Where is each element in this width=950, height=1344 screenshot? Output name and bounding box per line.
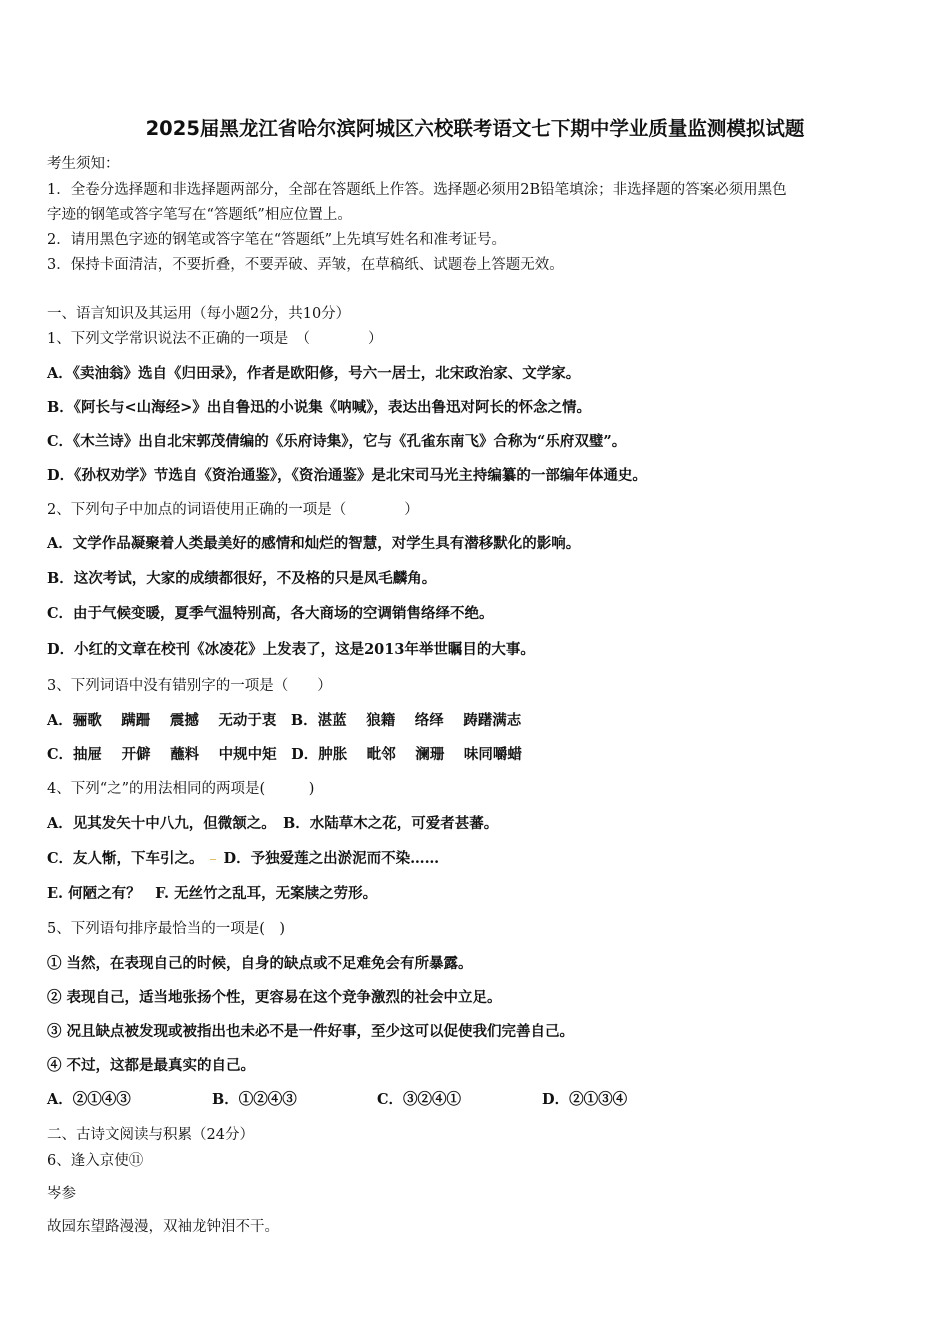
- notice-item: 1．全卷分选择题和非选择题两部分，全部在答题纸上作答。选择题必须用2B铅笔填涂；非选择题的答案必须用黑色: [47, 182, 787, 198]
- answer-option: D．小红的文章在校刊《冰凌花》上发表了，这是2013年举世瞩目的大事。: [47, 641, 535, 658]
- answer-option: C．抽屉 开僻 蘸料 中规中矩 D．肿胀 毗邻 澜珊 味同嚼蜡: [47, 746, 522, 763]
- notice-heading: 考生须知：: [47, 156, 120, 172]
- question-stem: 1、下列文学常识说法不正确的一项是 （ ）: [47, 331, 383, 347]
- sentence-item: ① 当然，在表现自己的时候，自身的缺点或不足难免会有所暴露。: [47, 955, 473, 972]
- question-stem: 4、下列“之”的用法相同的两项是( ): [47, 781, 315, 797]
- sentence-item: ② 表现自己，适当地张扬个性，更容易在这个竞争激烈的社会中立足。: [47, 989, 502, 1006]
- answer-option: B．这次考试，大家的成绩都很好，不及格的只是凤毛麟角。: [47, 570, 437, 587]
- answer-option: A．文学作品凝聚着人类最美好的感情和灿烂的智慧，对学生具有潜移默化的影响。: [47, 535, 581, 552]
- answer-option-row: [47, 847, 439, 868]
- page-title: 2025届黑龙江省哈尔滨阿城区六校联考语文七下期中学业质量监测模拟试题: [145, 117, 805, 140]
- poem-line: 故园东望路漫漫，双袖龙钟泪不干。: [47, 1219, 279, 1235]
- section-heading: 二、古诗文阅读与积累（24分）: [47, 1127, 254, 1143]
- answer-option: D．②①③④: [542, 1091, 628, 1108]
- answer-option: D．予独爱莲之出淤泥而不染……: [223, 850, 440, 867]
- answer-option: C．友人惭，下车引之。: [47, 850, 204, 867]
- answer-option: C．《木兰诗》出自北宋郭茂倩编的《乐府诗集》，它与《孔雀东南飞》合称为“乐府双璧”。: [47, 433, 627, 450]
- poem-author: 岑参: [47, 1186, 76, 1202]
- answer-options-row: [47, 1088, 627, 1109]
- answer-option: D．《孙权劝学》节选自《资治通鉴》，《资治通鉴》是北宋司马光主持编纂的一部编年体通史。: [47, 467, 647, 484]
- answer-option: B．①②④③: [212, 1091, 297, 1108]
- question-stem: 2、下列句子中加点的词语使用正确的一项是（ ）: [47, 502, 419, 518]
- answer-option: E. 何陋之有？ F. 无丝竹之乱耳，无案牍之劳形。: [47, 885, 378, 902]
- question-stem: 3、下列词语中没有错别字的一项是（ ）: [47, 678, 332, 694]
- notice-item: 字迹的钢笔或答字笔写在“答题纸”相应位置上。: [47, 207, 352, 223]
- sentence-item: ④ 不过，这都是最真实的自己。: [47, 1057, 256, 1074]
- answer-option: A．见其发矢十中八九，但微颔之。 B．水陆草木之花，可爱者甚蕃。: [47, 815, 499, 832]
- question-stem: 6、逢入京使⑪: [47, 1153, 144, 1169]
- highlight-mark: [210, 859, 216, 860]
- answer-option: A．《卖油翁》选自《归田录》，作者是欧阳修，号六一居士，北宋政治家、文学家。: [47, 365, 581, 382]
- answer-option: A．②①④③: [47, 1091, 131, 1108]
- answer-option: A．骊歌 蹒跚 震撼 无动于衷 B．湛蓝 狼籍 络绎 踌躇满志: [47, 712, 522, 729]
- answer-option: C．由于气候变暖，夏季气温特别高，各大商场的空调销售络绎不绝。: [47, 605, 494, 622]
- answer-option: B．《阿长与<山海经>》出自鲁迅的小说集《呐喊》，表达出鲁迅对阿长的怀念之情。: [47, 399, 592, 416]
- question-stem: 5、下列语句排序最恰当的一项是( ): [47, 921, 286, 937]
- answer-option: C．③②④①: [377, 1091, 462, 1108]
- notice-item: 3．保持卡面清洁，不要折叠，不要弄破、弄皱，在草稿纸、试题卷上答题无效。: [47, 257, 564, 273]
- sentence-item: ③ 况且缺点被发现或被指出也未必不是一件好事，至少这可以促使我们完善自己。: [47, 1023, 575, 1040]
- notice-item: 2．请用黑色字迹的钢笔或答字笔在“答题纸”上先填写姓名和准考证号。: [47, 232, 507, 248]
- section-heading: 一、语言知识及其运用（每小题2分，共10分）: [47, 306, 351, 322]
